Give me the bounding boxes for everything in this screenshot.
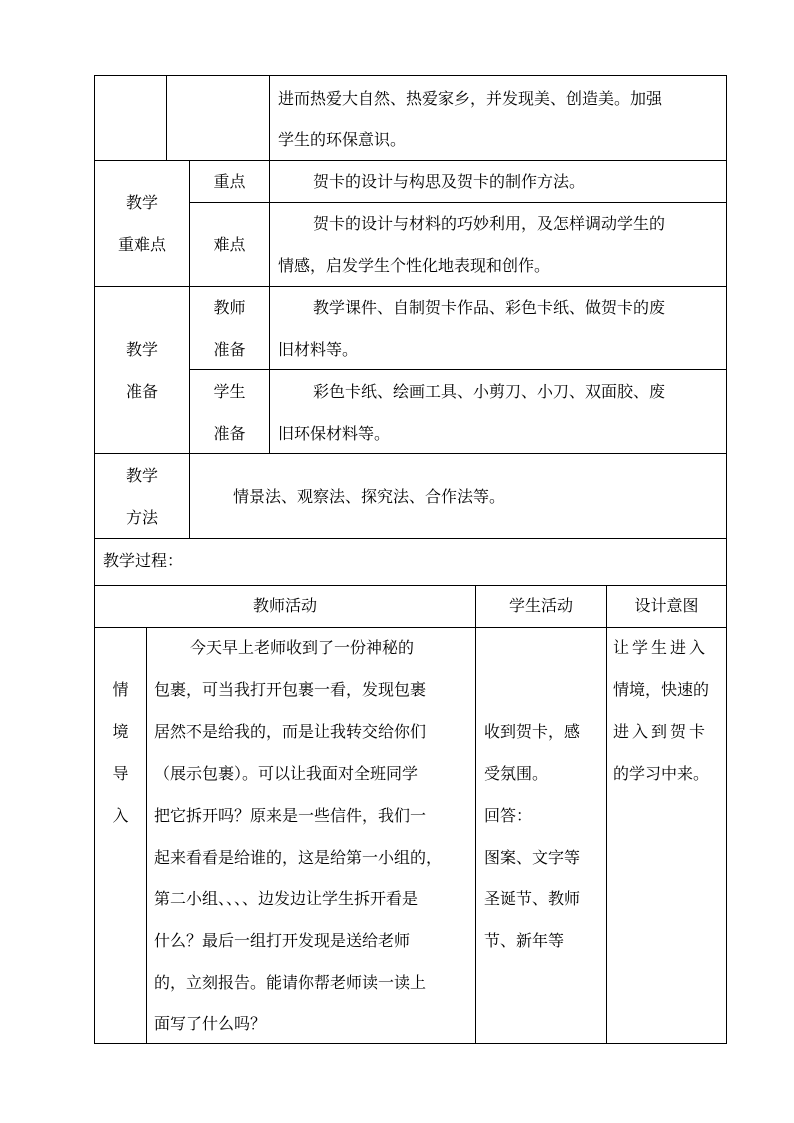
design-intent-line: 让学生进入 [613,638,709,657]
design-intent-line: 的学习中来。 [613,764,710,783]
key-difficult-label: 教学 [125,193,158,212]
student-activity-line: 受氛围。 [484,764,549,783]
key-point-text: 贺卡的设计与构思及贺卡的制作方法。 [313,172,586,191]
teacher-activity-line: 什么？最后一组打开发现是送给老师 [154,931,411,950]
rule [94,75,727,76]
methods-label: 教学 [125,466,158,485]
teacher-activity-line: （展示包裹）。可以让我面对全班同学 [154,764,419,783]
process-title: 教学过程： [103,551,184,570]
methods-text: 情景法、观察法、探究法、合作法等。 [233,487,506,506]
rule [166,75,167,160]
design-intent-line: 进入到贺卡 [613,722,709,741]
rule [146,627,147,1043]
rule [94,538,727,539]
stage-label-char: 情 [112,680,129,699]
teacher-activity-line: 的，立刻报告。能请你帮老师读一读上 [154,973,427,992]
student-activity-line: 回答： [484,806,533,825]
stage-label-char: 导 [112,764,129,783]
teacher-prep-text: 教学课件、自制贺卡作品、彩色卡纸、做贺卡的废 [313,298,666,317]
rule [269,160,270,453]
rule [94,1043,727,1044]
rule [189,453,190,538]
preparation-label: 准备 [125,382,158,401]
teacher-activity-line: 今天早上老师收到了一份神秘的 [190,638,415,657]
header-teacher-activity: 教师活动 [252,596,317,615]
student-activity-line: 圣诞节、教师 [484,889,581,908]
teacher-prep-text: 旧材料等。 [278,340,359,359]
teacher-activity-line: 把它拆开吗？原来是一些信件，我们一 [154,806,427,825]
rule [606,585,607,1043]
difficult-point-label: 难点 [213,235,246,254]
teacher-activity-line: 居然不是给我的，而是让我转交给你们 [154,722,427,741]
objectives-text-line: 学生的环保意识。 [278,130,407,149]
rule [94,75,95,1044]
header-design-intent: 设计意图 [634,596,699,615]
key-point-label: 重点 [213,172,246,191]
objectives-text-line: 进而热爱大自然、热爱家乡，并发现美、创造美。加强 [278,89,663,108]
header-student-activity: 学生活动 [508,596,573,615]
teacher-prep-label: 教师 [213,298,246,317]
rule [94,585,727,586]
preparation-label: 教学 [125,340,158,359]
design-intent-line: 情境，快速的 [613,680,710,699]
student-activity-line: 收到贺卡，感 [484,722,581,741]
student-activity-line: 图案、文字等 [484,848,581,867]
student-activity-line: 节、新年等 [484,931,565,950]
rule [269,75,270,160]
student-prep-text: 旧环保材料等。 [278,424,391,443]
difficult-point-text: 贺卡的设计与材料的巧妙利用，及怎样调动学生的 [313,214,666,233]
teacher-prep-label: 准备 [213,340,246,359]
stage-label-char: 入 [112,806,129,825]
teacher-activity-line: 第二小组、、、、边发边让学生拆开看是 [154,889,419,908]
rule [475,585,476,1043]
stage-label-char: 境 [112,722,129,741]
key-difficult-label: 重难点 [117,235,166,254]
student-prep-label: 准备 [213,424,246,443]
teacher-activity-line: 起来看看是给谁的，这是给第一小组的， [154,848,443,867]
student-prep-label: 学生 [213,382,246,401]
rule [94,627,727,628]
rule [726,75,727,1044]
student-prep-text: 彩色卡纸、绘画工具、小剪刀、小刀、双面胶、废 [313,382,666,401]
methods-label: 方法 [125,508,158,527]
teacher-activity-line: 面写了什么吗？ [154,1014,267,1033]
teacher-activity-line: 包裹，可当我打开包裹一看，发现包裹 [154,680,427,699]
difficult-point-text: 情感，启发学生个性化地表现和创作。 [278,256,551,275]
